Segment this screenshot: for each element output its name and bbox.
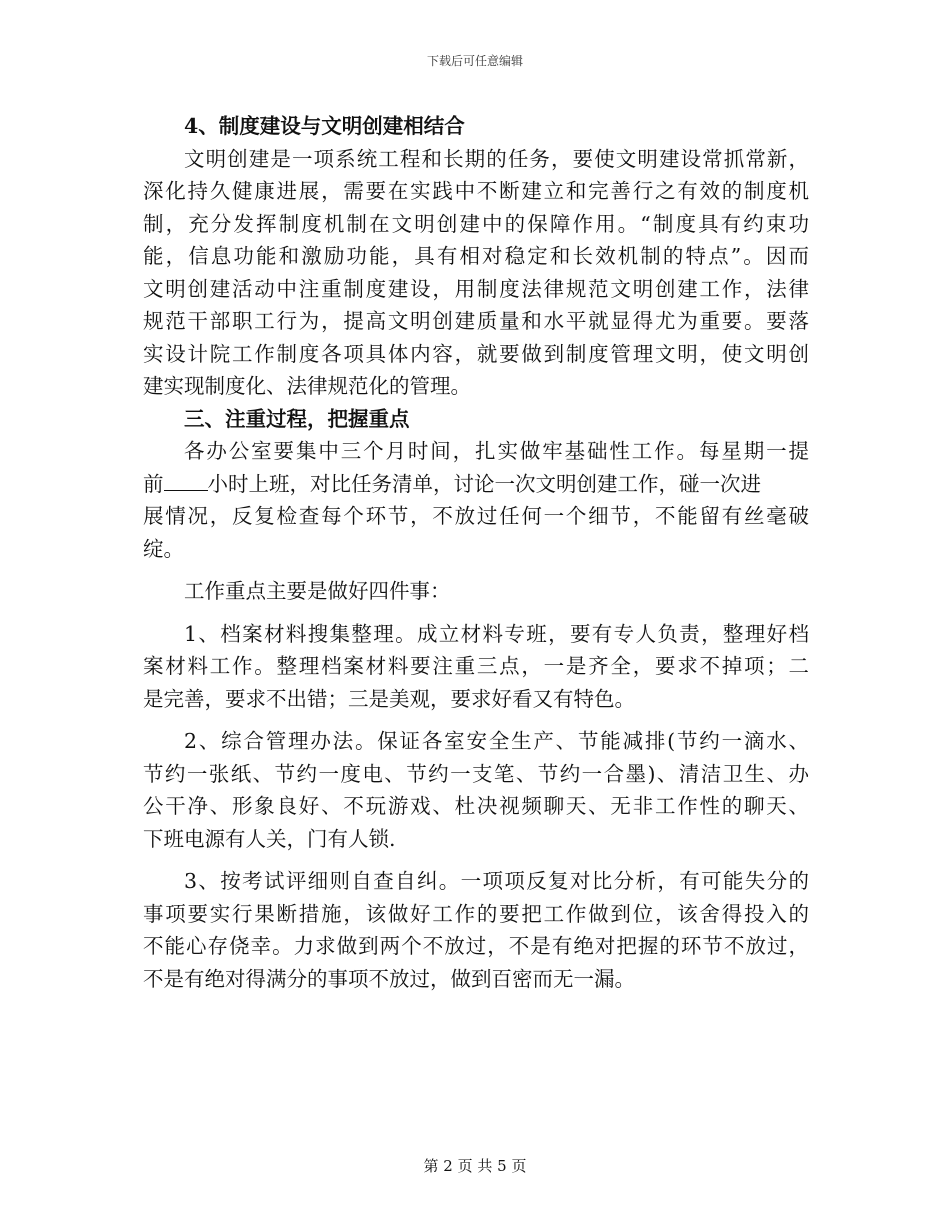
paragraph-civilization-system bbox=[143, 143, 809, 403]
text-line: 规范干部职工行为，提高文明创建质量和水平就显得尤为重要。要落 bbox=[143, 309, 809, 333]
text-line: 文明创建活动中注重制度建设，用制度法律规范文明创建工作，法律 bbox=[143, 276, 809, 301]
text-line: 事项要实行果断措施，该做好工作的要把工作做到位，该舍得投入的 bbox=[143, 901, 809, 926]
paragraph-three-months bbox=[143, 435, 809, 565]
text-line bbox=[143, 468, 809, 501]
text-line: 1、档案材料搜集整理。成立材料专班，要有专人负责，整理好档 bbox=[184, 621, 809, 646]
text-line: 实设计院工作制度各项具体内容，就要做到制度管理文明，使文明创 bbox=[143, 341, 809, 366]
section-heading-3: 三、注重过程，把握重点 bbox=[184, 406, 410, 431]
text-line: 绽。 bbox=[143, 536, 184, 561]
text-line: 公干净、形象良好、不玩游戏、杜决视频聊天、无非工作性的聊天、 bbox=[143, 794, 809, 818]
section-heading-4: 4、制度建设与文明创建相结合 bbox=[184, 114, 465, 138]
page-number: 第 2 页 共 5 页 bbox=[423, 1157, 527, 1175]
item-archive-materials bbox=[143, 618, 809, 716]
text-line: 不能心存侥幸。力求做到两个不放过，不是有绝对把握的环节不放过， bbox=[143, 934, 809, 958]
text-line: 是完善，要求不出错；三是美观，要求好看又有特色。 bbox=[143, 686, 635, 711]
item-comprehensive-management bbox=[143, 725, 809, 855]
text-line: 案材料工作。整理档案材料要注重三点，一是齐全，要求不掉项；二 bbox=[143, 654, 809, 678]
text-line: 各办公室要集中三个月时间，扎实做牢基础性工作。每星期一提 bbox=[184, 439, 809, 463]
text-line: 下班电源有人关，门有人锁. bbox=[143, 826, 396, 851]
item-self-inspection bbox=[143, 865, 809, 995]
page-header-note: 下载后可任意编辑 bbox=[426, 54, 523, 68]
document-body bbox=[143, 110, 809, 995]
paragraph-four-things: 工作重点主要是做好四件事： bbox=[184, 579, 451, 603]
text-line: 深化持久健康进展，需要在实践中不断建立和完善行之有效的制度机 bbox=[143, 179, 809, 203]
text-line: 建实现制度化、法律规范化的管理。 bbox=[143, 374, 471, 398]
text-line: 制，充分发挥制度机制在文明创建中的保障作用。“制度具有约束功 bbox=[143, 211, 809, 236]
text-fragment: 前 bbox=[143, 471, 164, 496]
text-line: 2、综合管理办法。保证各室安全生产、节能减排(节约一滴水、 bbox=[184, 729, 809, 753]
fill-in-blank bbox=[164, 468, 208, 491]
text-line: 展情况，反复检查每个环节，不放过任何一个细节，不能留有丝毫破 bbox=[143, 504, 809, 528]
text-fragment: 小时上班，对比任务清单，讨论一次文明创建工作，碰一次进 bbox=[207, 471, 761, 496]
text-line: 文明创建是一项系统工程和长期的任务，要使文明建设常抓常新， bbox=[184, 146, 809, 171]
text-line: 节约一张纸、节约一度电、节约一支笔、节约一合墨)、清洁卫生、办 bbox=[143, 761, 809, 786]
text-line: 3、按考试评细则自查自纠。一项项反复对比分析，有可能失分的 bbox=[184, 869, 809, 893]
text-line: 不是有绝对得满分的事项不放过，做到百密而无一漏。 bbox=[143, 966, 635, 991]
text-line: 能，信息功能和激励功能，具有相对稳定和长效机制的特点”。因而 bbox=[143, 244, 809, 268]
